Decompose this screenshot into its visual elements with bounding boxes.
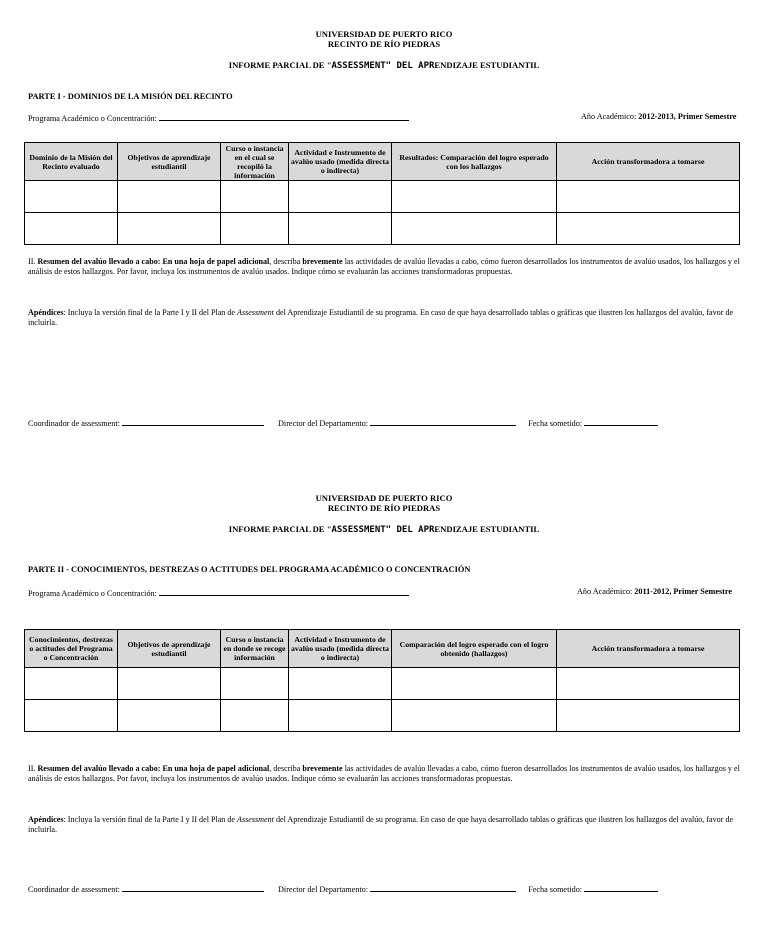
signature-line bbox=[28, 417, 658, 428]
summary-instruction: En una hoja de papel adicional bbox=[162, 257, 270, 266]
table-cell[interactable] bbox=[557, 668, 740, 700]
coordinator-label: Coordinador de assessment: bbox=[28, 885, 120, 894]
summary-number: II. bbox=[28, 257, 36, 266]
report-title-fancy: ASSESSMENT" DEL APR bbox=[331, 525, 435, 535]
program-field bbox=[28, 112, 409, 123]
director-label: Director del Departamento: bbox=[278, 419, 369, 428]
table-cell[interactable] bbox=[221, 213, 289, 245]
report-title-prefix: INFORME PARCIAL DE " bbox=[228, 60, 332, 70]
summary-heading: Resumen del avalúo llevado a cabo bbox=[37, 257, 158, 266]
table-cell[interactable] bbox=[557, 181, 740, 213]
column-header: Objetivos de aprendizaje estudiantil bbox=[118, 630, 221, 668]
summary-text: , describa bbox=[269, 764, 301, 773]
appendix-heading: Apéndices bbox=[28, 308, 64, 317]
program-field bbox=[28, 587, 409, 598]
coordinator-label: Coordinador de assessment: bbox=[28, 419, 120, 428]
program-label: Programa Académico o Concentración: bbox=[28, 114, 157, 123]
table-cell[interactable] bbox=[289, 700, 392, 732]
academic-year bbox=[581, 112, 736, 121]
table-cell[interactable] bbox=[392, 700, 557, 732]
summary-number: II. bbox=[28, 764, 36, 773]
year-value: 2012-2013, Primer Semestre bbox=[638, 112, 737, 121]
report-title-suffix: ENDIZAJE ESTUDIANTIL bbox=[434, 60, 540, 70]
column-header: Curso o instancia en el cual se recopiló la información bbox=[221, 143, 289, 181]
campus-name: RECINTO DE RÍO PIEDRAS bbox=[327, 39, 441, 49]
campus-name: RECINTO DE RÍO PIEDRAS bbox=[327, 503, 441, 513]
university-name: UNIVERSIDAD DE PUERTO RICO bbox=[315, 29, 453, 39]
table-cell[interactable] bbox=[557, 700, 740, 732]
table-cell[interactable] bbox=[221, 181, 289, 213]
appendix-text: : Incluya la versión final de la Parte I y II del Plan de bbox=[63, 308, 236, 317]
signature-line bbox=[28, 883, 658, 894]
program-label: Programa Académico o Concentración: bbox=[28, 589, 157, 598]
table-cell[interactable] bbox=[557, 213, 740, 245]
column-header: Dominio de la Misión del Recinto evaluado bbox=[25, 143, 118, 181]
report-title-fancy: ASSESSMENT" DEL APR bbox=[331, 61, 435, 71]
table-header-row bbox=[25, 143, 740, 181]
year-label: Año Académico: bbox=[581, 112, 637, 121]
summary-text: las actividades de avalúo llevadas a cabo, cómo fueron desarrollados los instrumentos de avalúo usados, los hallazgos y el análisis de estos hallazgos. Por favor, incluya los instrumentos de avalúo usados. Indique cómo se evaluarán las acciones transformadoras propuestas. bbox=[28, 764, 740, 783]
table-row bbox=[25, 181, 740, 213]
table-cell[interactable] bbox=[289, 668, 392, 700]
summary-instruction: En una hoja de papel adicional bbox=[162, 764, 270, 773]
appendix-italic: Assessment bbox=[237, 815, 274, 824]
table-row bbox=[25, 213, 740, 245]
table-cell[interactable] bbox=[221, 700, 289, 732]
table-cell[interactable] bbox=[25, 181, 118, 213]
date-label: Fecha sometido: bbox=[528, 885, 583, 894]
table-row bbox=[25, 668, 740, 700]
table-cell[interactable] bbox=[118, 668, 221, 700]
table-header-row bbox=[25, 630, 740, 668]
column-header: Actividad e Instrumento de avalúo usado (medida directa o indirecta) bbox=[289, 143, 392, 181]
table-cell[interactable] bbox=[392, 213, 557, 245]
report-title bbox=[0, 524, 768, 535]
date-input-line[interactable] bbox=[584, 883, 658, 892]
table-cell[interactable] bbox=[289, 181, 392, 213]
column-header: Curso o instancia en donde se recoge información bbox=[221, 630, 289, 668]
year-value: 2011-2012, Primer Semestre bbox=[634, 587, 732, 596]
coordinator-input-line[interactable] bbox=[122, 417, 264, 426]
table-cell[interactable] bbox=[118, 213, 221, 245]
academic-year bbox=[577, 587, 732, 596]
summary-emphasis: brevemente bbox=[302, 257, 343, 266]
column-header: Acción transformadora a tomarse bbox=[557, 143, 740, 181]
director-input-line[interactable] bbox=[370, 417, 516, 426]
report-title-prefix: INFORME PARCIAL DE " bbox=[228, 524, 332, 534]
column-header: Comparación del logro esperado con el logro obtenido (hallazgos) bbox=[392, 630, 557, 668]
appendix-text: del Aprendizaje Estudiantil de su programa. En caso de que haya desarrollado tablas o gráficas que ilustren los hallazgos del avalúo, favor de incluirla. bbox=[28, 815, 734, 834]
table-cell[interactable] bbox=[221, 668, 289, 700]
date-label: Fecha sometido: bbox=[528, 419, 583, 428]
column-header: Conocimientos, destrezas o actitudes del Programa o Concentración bbox=[25, 630, 118, 668]
part-title: PARTE I - DOMINIOS DE LA MISIÓN DEL RECINTO bbox=[28, 92, 233, 101]
form-section-parte-ii bbox=[0, 466, 768, 932]
column-header: Objetivos de aprendizaje estudiantil bbox=[118, 143, 221, 181]
summary-text: las actividades de avalúo llevadas a cabo, cómo fueron desarrollados los instrumentos de avalúo usados, los hallazgos y el análisis de estos hallazgos. Por favor, incluya los instrumentos de avalúo usados. Indique cómo se evaluarán las acciones transformadoras propuestas. bbox=[28, 257, 740, 276]
summary-emphasis: brevemente bbox=[302, 764, 343, 773]
table-cell[interactable] bbox=[25, 213, 118, 245]
report-title bbox=[0, 60, 768, 71]
appendix-text: : Incluya la versión final de la Parte I y II del Plan de bbox=[63, 815, 236, 824]
summary-paragraph: II. Resumen del avalúo llevado a cabo: En una hoja de papel adicional, describa brevemente las actividades de avalúo llevadas a cabo, cómo fueron desarrollados los instrumentos de avalúo usados, los hallazgos y el análisis de estos hallazgos. Por favor, incluya los instrumentos de avalúo usados. Indique cómo se evaluarán las acciones transformadoras propuestas. bbox=[28, 257, 740, 276]
director-label: Director del Departamento: bbox=[278, 885, 369, 894]
director-input-line[interactable] bbox=[370, 883, 516, 892]
program-input-line[interactable] bbox=[159, 112, 409, 121]
date-input-line[interactable] bbox=[584, 417, 658, 426]
coordinator-input-line[interactable] bbox=[122, 883, 264, 892]
university-name: UNIVERSIDAD DE PUERTO RICO bbox=[315, 493, 453, 503]
assessment-table bbox=[24, 629, 740, 732]
column-header: Actividad e Instrumento de avalúo usado (medida directa o indirecta) bbox=[289, 630, 392, 668]
year-label: Año Académico: bbox=[577, 587, 633, 596]
part-title: PARTE II - CONOCIMIENTOS, DESTREZAS O ACTITUDES DEL PROGRAMA ACADÉMICO O CONCENTRACIÓN bbox=[28, 565, 471, 574]
report-title-suffix: ENDIZAJE ESTUDIANTIL bbox=[434, 524, 540, 534]
program-input-line[interactable] bbox=[159, 587, 409, 596]
table-cell[interactable] bbox=[289, 213, 392, 245]
appendix-paragraph bbox=[28, 815, 743, 835]
appendix-text: del Aprendizaje Estudiantil de su programa. En caso de que haya desarrollado tablas o gráficas que ilustren los hallazgos del avalúo, favor de incluirla. bbox=[28, 308, 734, 327]
summary-paragraph: II. Resumen del avalúo llevado a cabo: En una hoja de papel adicional, describa brevemente las actividades de avalúo llevadas a cabo, cómo fueron desarrollados los instrumentos de avalúo usados, los hallazgos y el análisis de estos hallazgos. Por favor, incluya los instrumentos de avalúo usados. Indique cómo se evaluarán las acciones transformadoras propuestas. bbox=[28, 764, 740, 783]
table-cell[interactable] bbox=[392, 181, 557, 213]
table-row bbox=[25, 700, 740, 732]
summary-heading: Resumen del avalúo llevado a cabo bbox=[37, 764, 158, 773]
table-cell[interactable] bbox=[118, 700, 221, 732]
appendix-italic: Assessment bbox=[237, 308, 274, 317]
table-cell[interactable] bbox=[25, 700, 118, 732]
table-cell[interactable] bbox=[118, 181, 221, 213]
column-header: Resultados: Comparación del logro esperado con los hallazgos bbox=[392, 143, 557, 181]
table-cell[interactable] bbox=[25, 668, 118, 700]
appendix-paragraph bbox=[28, 308, 743, 328]
table-cell[interactable] bbox=[392, 668, 557, 700]
column-header: Acción transformadora a tomarse bbox=[557, 630, 740, 668]
assessment-table bbox=[24, 142, 740, 245]
appendix-heading: Apéndices bbox=[28, 815, 64, 824]
summary-text: , describa bbox=[269, 257, 301, 266]
